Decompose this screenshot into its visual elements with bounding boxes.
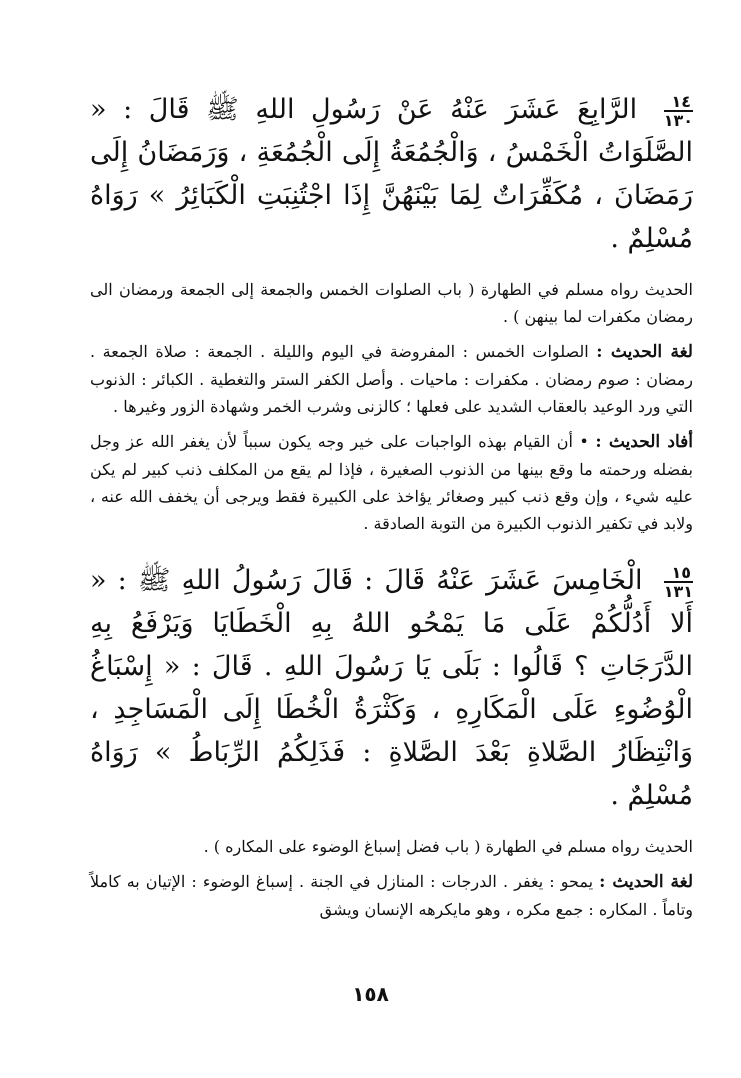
- hadith-text: الْخَامِسَ عَشَرَ عَنْهُ قَالَ : قَالَ رَسُولُ اللهِ ﷺ : « أَلا أَدُلُّكُمْ عَلَى مَا يَمْحُو اللهُ بِهِ الْخَطَايَا وَيَرْفَعُ بِهِ الدَّرَجَاتِ ؟ قَالُوا : بَلَى يَا رَسُولَ اللهِ . قَالَ : « إِسْبَاغُ الْوُضُوءِ عَلَى الْمَكَارِهِ ، وَكَثْرَةُ الْخُطَا إِلَى الْمَسَاجِدِ ، وَانْتِظَارُ الصَّلاةِ بَعْدَ الصَّلاةِ : فَذَلِكُمُ الرِّبَاطُ » رَوَاهُ مُسْلِمٌ .: [90, 565, 693, 811]
- hadith-14: [90, 88, 693, 260]
- afad-text: • أن القيام بهذه الواجبات على خير وجه يكون سبباً لأن يغفر الله عز وجل بفضله ورحمته ما وقع بينها من الذنوب الصغيرة ، فإذا لم يقع من المكلف ذنب كبير لم يكن عليه شيء ، وإن وقع ذنب كبير وصغائر يؤاخذ على الكبيرة فقط ويرجى أن يخفف الله عنه ، ولابد في تكفير الذنوب الكبيرة من التوبة الصادقة .: [90, 432, 693, 533]
- hadith-number-14: [664, 93, 693, 129]
- hadith-number-15: [664, 564, 693, 600]
- hadith-serial: ١٥: [664, 564, 693, 583]
- lugha-text: الصلوات الخمس : المفروضة في اليوم والليلة . الجمعة : صلاة الجمعة . رمضان : صوم رمضان . مكفرات : ماحيات . وأصل الكفر الستر والتغطية . الكبائر : الذنوب التي ورد الوعيد بالعقاب الشديد على فعلها ؛ كالزنى وشرب الخمر وشهادة الزور وغيرها .: [90, 342, 693, 416]
- hadith-page-ref: ١٣٠: [663, 110, 693, 130]
- hadith-15: [90, 559, 693, 817]
- hadith-14-lugha: [90, 338, 693, 420]
- hadith-15-lugha: [90, 868, 693, 923]
- lugha-label: لغة الحديث :: [596, 342, 693, 362]
- lugha-text: يمحو : يغفر . الدرجات : المنازل في الجنة . إسباغ الوضوء : الإتيان به كاملاً وتاماً . المكاره : جمع مكره ، وهو مايكرهه الإنسان ويشق: [90, 872, 693, 919]
- hadith-14-afad: [90, 428, 693, 537]
- hadith-page-ref: ١٣١: [663, 581, 693, 601]
- hadith-serial: ١٤: [664, 93, 693, 112]
- hadith-14-source: الحديث رواه مسلم في الطهارة ( باب الصلوات الخمس والجمعة إلى الجمعة ورمضان الى رمضان مكفرات لما بينهن ) .: [90, 280, 693, 326]
- lugha-label: لغة الحديث :: [599, 872, 693, 892]
- afad-label: أفاد الحديث :: [595, 432, 693, 452]
- page-number: ١٥٨: [352, 982, 389, 1006]
- hadith-15-source: الحديث رواه مسلم في الطهارة ( باب فضل إسباغ الوضوء على المكاره ) .: [203, 837, 693, 856]
- hadith-text: الرَّابِعَ عَشَرَ عَنْهُ عَنْ رَسُولِ اللهِ ﷺ قَالَ : « الصَّلَوَاتُ الْخَمْسُ ، وَالْجُمُعَةُ إِلَى الْجُمُعَةِ ، وَرَمَضَانُ إِلَى رَمَضَانَ ، مُكَفِّرَاتٌ لِمَا بَيْنَهُنَّ إِذَا اجْتُنِبَتِ الْكَبَائِرُ » رَوَاهُ مُسْلِمٌ .: [90, 94, 693, 254]
